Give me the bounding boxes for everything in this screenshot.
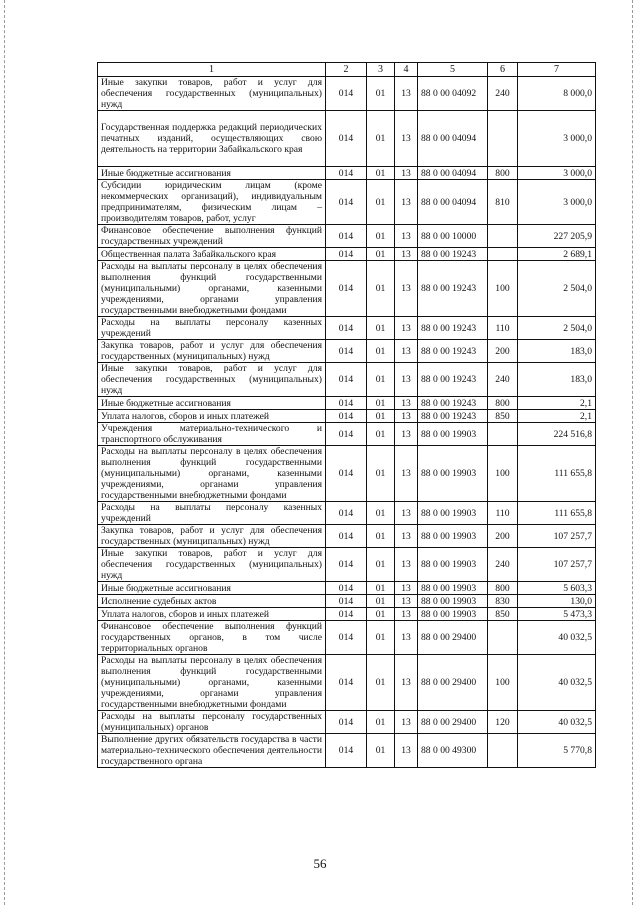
cell-ministry: 014	[326, 225, 367, 248]
cell-amount: 2,1	[518, 397, 596, 410]
cell-subsection: 13	[395, 397, 418, 410]
cell-expense-type	[488, 423, 518, 446]
cell-ministry: 014	[326, 655, 367, 711]
cell-subsection: 13	[395, 261, 418, 317]
cell-section: 01	[367, 655, 395, 711]
cell-amount: 227 205,9	[518, 225, 596, 248]
cell-expense-type: 110	[488, 502, 518, 525]
cell-section: 01	[367, 502, 395, 525]
cell-target-article: 88 0 00 19903	[418, 608, 488, 621]
cell-expense-type	[488, 621, 518, 655]
cell-section: 01	[367, 111, 395, 167]
table-row	[98, 410, 596, 423]
cell-subsection: 13	[395, 582, 418, 595]
table-row	[98, 77, 596, 111]
table-header	[98, 63, 596, 77]
cell-amount: 5 473,3	[518, 608, 596, 621]
table-row	[98, 655, 596, 711]
cell-target-article: 88 0 00 19903	[418, 595, 488, 608]
cell-amount: 111 655,8	[518, 446, 596, 502]
row-name: Расходы на выплаты персоналу в целях обеспечения выполнения функций государственными (муниципальными) органами, казенными учреждениями, органами управления государственными внебюджетными фондами	[98, 446, 326, 502]
cell-section: 01	[367, 397, 395, 410]
cell-amount: 3 000,0	[518, 167, 596, 180]
cell-ministry: 014	[326, 261, 367, 317]
cell-ministry: 014	[326, 317, 367, 340]
row-name: Учреждения материально-технического и транспортного обслуживания	[98, 423, 326, 446]
cell-expense-type: 240	[488, 548, 518, 582]
cell-subsection: 13	[395, 111, 418, 167]
cell-target-article: 88 0 00 10000	[418, 225, 488, 248]
table-row	[98, 548, 596, 582]
cell-expense-type: 110	[488, 317, 518, 340]
cell-ministry: 014	[326, 582, 367, 595]
cell-target-article: 88 0 00 19903	[418, 502, 488, 525]
cell-target-article: 88 0 00 29400	[418, 711, 488, 734]
cell-amount: 2 504,0	[518, 317, 596, 340]
row-name: Расходы на выплаты персоналу государственных (муниципальных) органов	[98, 711, 326, 734]
cell-subsection: 13	[395, 340, 418, 363]
cell-ministry: 014	[326, 608, 367, 621]
cell-section: 01	[367, 582, 395, 595]
cell-section: 01	[367, 525, 395, 548]
cell-target-article: 88 0 00 04094	[418, 180, 488, 225]
cell-target-article: 88 0 00 04094	[418, 167, 488, 180]
row-name: Финансовое обеспечение выполнения функций государственных учреждений	[98, 225, 326, 248]
cell-target-article: 88 0 00 19903	[418, 548, 488, 582]
cell-expense-type: 200	[488, 340, 518, 363]
cell-section: 01	[367, 77, 395, 111]
cell-target-article: 88 0 00 19243	[418, 248, 488, 261]
cell-section: 01	[367, 621, 395, 655]
row-name: Закупка товаров, работ и услуг для обеспечения государственных (муниципальных) нужд	[98, 340, 326, 363]
table-row	[98, 423, 596, 446]
row-name: Субсидии юридическим лицам (кроме некоммерческих организаций), индивидуальным предпринимателям, физическим лицам – производителям товаров, работ, услуг	[98, 180, 326, 225]
cell-ministry: 014	[326, 340, 367, 363]
cell-expense-type: 100	[488, 655, 518, 711]
table-row	[98, 317, 596, 340]
table-row	[98, 167, 596, 180]
row-name: Уплата налогов, сборов и иных платежей	[98, 608, 326, 621]
table-row	[98, 261, 596, 317]
cell-expense-type	[488, 225, 518, 248]
cell-subsection: 13	[395, 734, 418, 768]
cell-subsection: 13	[395, 548, 418, 582]
table-row	[98, 608, 596, 621]
cell-amount: 2 504,0	[518, 261, 596, 317]
cell-target-article: 88 0 00 04094	[418, 111, 488, 167]
cell-section: 01	[367, 248, 395, 261]
cell-section: 01	[367, 261, 395, 317]
table-row	[98, 225, 596, 248]
cell-expense-type: 120	[488, 711, 518, 734]
cell-section: 01	[367, 340, 395, 363]
cell-expense-type: 850	[488, 608, 518, 621]
cell-amount: 183,0	[518, 363, 596, 397]
header-col-3: 3	[367, 63, 395, 77]
cell-ministry: 014	[326, 711, 367, 734]
cell-expense-type: 200	[488, 525, 518, 548]
cell-amount: 40 032,5	[518, 621, 596, 655]
cell-amount: 40 032,5	[518, 655, 596, 711]
cell-section: 01	[367, 711, 395, 734]
cell-ministry: 014	[326, 446, 367, 502]
table-row	[98, 525, 596, 548]
cell-ministry: 014	[326, 111, 367, 167]
cell-subsection: 13	[395, 363, 418, 397]
cell-amount: 224 516,8	[518, 423, 596, 446]
cell-section: 01	[367, 410, 395, 423]
table-row	[98, 111, 596, 167]
cell-target-article: 88 0 00 19243	[418, 317, 488, 340]
cell-subsection: 13	[395, 595, 418, 608]
cell-expense-type: 240	[488, 363, 518, 397]
row-name: Государственная поддержка редакций периодических печатных изданий, осуществляющих свою деятельность на территории Забайкальского края	[98, 111, 326, 167]
cell-subsection: 13	[395, 608, 418, 621]
cell-amount: 3 000,0	[518, 111, 596, 167]
cell-section: 01	[367, 180, 395, 225]
cell-ministry: 014	[326, 77, 367, 111]
cell-target-article: 88 0 00 19243	[418, 410, 488, 423]
cell-amount: 2 689,1	[518, 248, 596, 261]
cell-amount: 2,1	[518, 410, 596, 423]
row-name: Общественная палата Забайкальского края	[98, 248, 326, 261]
cell-expense-type	[488, 111, 518, 167]
cell-ministry: 014	[326, 621, 367, 655]
cell-ministry: 014	[326, 397, 367, 410]
cell-ministry: 014	[326, 734, 367, 768]
cell-subsection: 13	[395, 167, 418, 180]
cell-section: 01	[367, 317, 395, 340]
header-row	[98, 63, 596, 77]
cell-section: 01	[367, 595, 395, 608]
cell-amount: 183,0	[518, 340, 596, 363]
cell-ministry: 014	[326, 502, 367, 525]
cell-ministry: 014	[326, 363, 367, 397]
cell-subsection: 13	[395, 77, 418, 111]
table-row	[98, 621, 596, 655]
cell-ministry: 014	[326, 423, 367, 446]
cell-expense-type: 240	[488, 77, 518, 111]
cell-section: 01	[367, 446, 395, 502]
cell-expense-type: 800	[488, 582, 518, 595]
cell-amount: 107 257,7	[518, 525, 596, 548]
cell-expense-type: 850	[488, 410, 518, 423]
row-name: Иные бюджетные ассигнования	[98, 582, 326, 595]
table-row	[98, 711, 596, 734]
table-body	[98, 77, 596, 768]
row-name: Иные закупки товаров, работ и услуг для обеспечения государственных (муниципальных) нужд	[98, 77, 326, 111]
table-row	[98, 248, 596, 261]
cell-subsection: 13	[395, 502, 418, 525]
cell-target-article: 88 0 00 19243	[418, 397, 488, 410]
cell-subsection: 13	[395, 525, 418, 548]
cell-ministry: 014	[326, 180, 367, 225]
cell-section: 01	[367, 363, 395, 397]
table-row	[98, 340, 596, 363]
cell-amount: 5 603,3	[518, 582, 596, 595]
row-name: Расходы на выплаты персоналу в целях обеспечения выполнения функций государственными (муниципальными) органами, казенными учреждениями, органами управления государственными внебюджетными фондами	[98, 261, 326, 317]
cell-target-article: 88 0 00 29400	[418, 621, 488, 655]
cell-amount: 130,0	[518, 595, 596, 608]
row-name: Выполнение других обязательств государства в части материально-технического обеспечения деятельности государственного органа	[98, 734, 326, 768]
cell-ministry: 014	[326, 525, 367, 548]
cell-ministry: 014	[326, 595, 367, 608]
table-row	[98, 502, 596, 525]
cell-target-article: 88 0 00 19243	[418, 261, 488, 317]
row-name: Финансовое обеспечение выполнения функций государственных органов, в том числе территориальных органов	[98, 621, 326, 655]
cell-expense-type: 830	[488, 595, 518, 608]
row-name: Расходы на выплаты персоналу казенных учреждений	[98, 502, 326, 525]
cell-subsection: 13	[395, 248, 418, 261]
row-name: Иные закупки товаров, работ и услуг для обеспечения государственных (муниципальных) нужд	[98, 548, 326, 582]
row-name: Уплата налогов, сборов и иных платежей	[98, 410, 326, 423]
table-row	[98, 595, 596, 608]
cell-subsection: 13	[395, 621, 418, 655]
scan-edge-left	[4, 0, 5, 905]
cell-ministry: 014	[326, 548, 367, 582]
cell-target-article: 88 0 00 19903	[418, 446, 488, 502]
row-name: Расходы на выплаты персоналу в целях обеспечения выполнения функций государственными (муниципальными) органами, казенными учреждениями, органами управления государственными внебюджетными фондами	[98, 655, 326, 711]
cell-ministry: 014	[326, 410, 367, 423]
cell-subsection: 13	[395, 180, 418, 225]
header-col-5: 5	[418, 63, 488, 77]
header-col-7: 7	[518, 63, 596, 77]
cell-expense-type: 810	[488, 180, 518, 225]
cell-expense-type	[488, 248, 518, 261]
row-name: Иные бюджетные ассигнования	[98, 167, 326, 180]
cell-target-article: 88 0 00 19903	[418, 525, 488, 548]
cell-section: 01	[367, 225, 395, 248]
header-col-2: 2	[326, 63, 367, 77]
cell-section: 01	[367, 548, 395, 582]
cell-subsection: 13	[395, 423, 418, 446]
cell-section: 01	[367, 423, 395, 446]
cell-expense-type: 100	[488, 446, 518, 502]
cell-subsection: 13	[395, 446, 418, 502]
cell-amount: 5 770,8	[518, 734, 596, 768]
table-row	[98, 734, 596, 768]
cell-ministry: 014	[326, 167, 367, 180]
cell-amount: 8 000,0	[518, 77, 596, 111]
cell-amount: 40 032,5	[518, 711, 596, 734]
cell-expense-type: 100	[488, 261, 518, 317]
cell-subsection: 13	[395, 317, 418, 340]
cell-target-article: 88 0 00 19903	[418, 423, 488, 446]
table-row	[98, 363, 596, 397]
cell-amount: 111 655,8	[518, 502, 596, 525]
table-row	[98, 582, 596, 595]
cell-section: 01	[367, 608, 395, 621]
row-name: Расходы на выплаты персоналу казенных учреждений	[98, 317, 326, 340]
cell-subsection: 13	[395, 225, 418, 248]
row-name: Исполнение судебных актов	[98, 595, 326, 608]
cell-target-article: 88 0 00 19243	[418, 363, 488, 397]
cell-target-article: 88 0 00 29400	[418, 655, 488, 711]
cell-expense-type: 800	[488, 167, 518, 180]
cell-expense-type	[488, 734, 518, 768]
cell-subsection: 13	[395, 711, 418, 734]
row-name: Иные закупки товаров, работ и услуг для обеспечения государственных (муниципальных) нужд	[98, 363, 326, 397]
header-col-4: 4	[395, 63, 418, 77]
cell-subsection: 13	[395, 655, 418, 711]
cell-amount: 3 000,0	[518, 180, 596, 225]
table-row	[98, 397, 596, 410]
budget-table	[97, 62, 596, 768]
cell-target-article: 88 0 00 19903	[418, 582, 488, 595]
cell-section: 01	[367, 167, 395, 180]
header-col-1: 1	[98, 63, 326, 77]
cell-subsection: 13	[395, 410, 418, 423]
cell-target-article: 88 0 00 04092	[418, 77, 488, 111]
scan-edge-right	[632, 0, 633, 905]
header-col-6: 6	[488, 63, 518, 77]
page-number: 56	[313, 856, 327, 871]
cell-expense-type: 800	[488, 397, 518, 410]
row-name: Закупка товаров, работ и услуг для обеспечения государственных (муниципальных) нужд	[98, 525, 326, 548]
row-name: Иные бюджетные ассигнования	[98, 397, 326, 410]
cell-amount: 107 257,7	[518, 548, 596, 582]
table-row	[98, 446, 596, 502]
table-row	[98, 180, 596, 225]
cell-section: 01	[367, 734, 395, 768]
cell-target-article: 88 0 00 19243	[418, 340, 488, 363]
cell-target-article: 88 0 00 49300	[418, 734, 488, 768]
cell-ministry: 014	[326, 248, 367, 261]
